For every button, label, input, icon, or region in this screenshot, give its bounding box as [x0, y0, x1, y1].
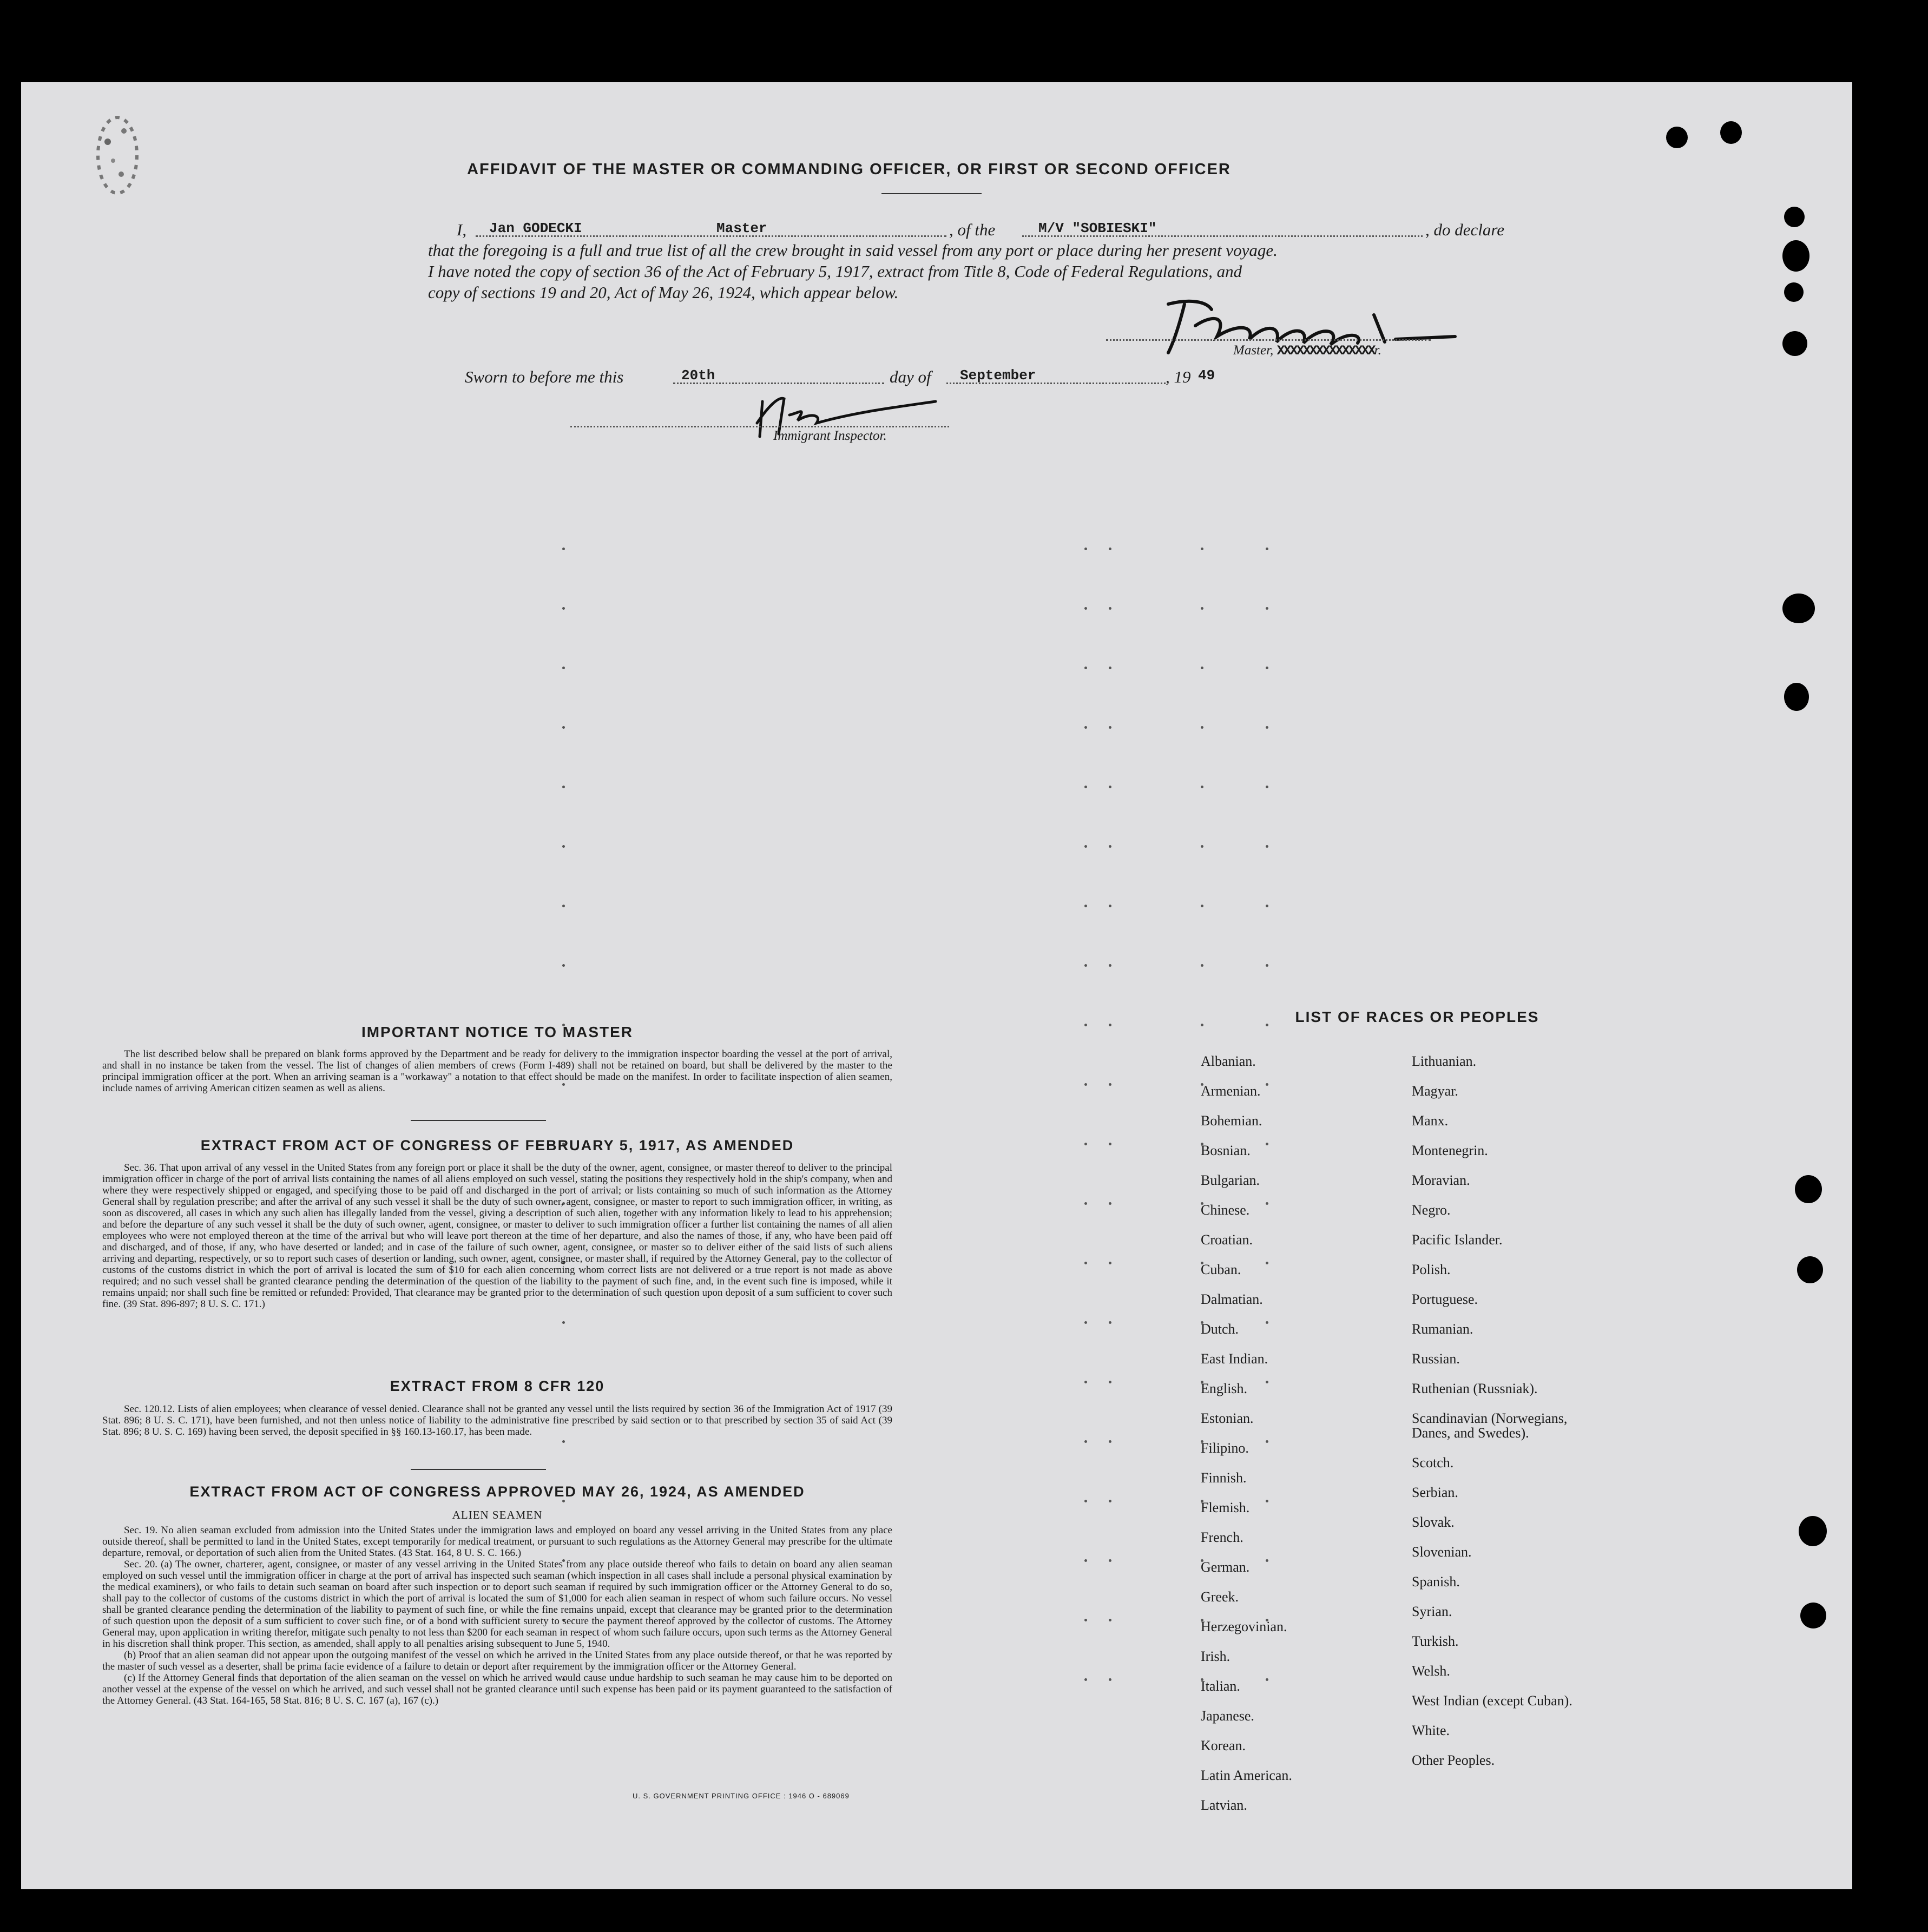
punch-hole — [1784, 207, 1805, 227]
dot-speck — [1084, 1321, 1087, 1324]
dot-speck — [1266, 845, 1268, 848]
race-item: Polish. — [1412, 1262, 1451, 1277]
dot-speck — [1201, 667, 1203, 669]
extract-1917-title: EXTRACT FROM ACT OF CONGRESS OF FEBRUARY 5, 1917, AS AMENDED — [200, 1137, 794, 1153]
dot-speck — [1109, 667, 1111, 669]
master-caption-label: Master, — [1233, 343, 1274, 358]
race-item: Spanish. — [1412, 1574, 1460, 1590]
race-item: Turkish. — [1412, 1633, 1459, 1649]
notice-paragraph: The list described below shall be prepared on blank forms approved by the Department and be ready for delivery to the immigration inspector boarding the vessel at the port of arrival, and shall in no instance be taken from the vessel. The list of changes of alien members of crews (Form I-489) shall not be retained on board, but shall be delivered by the master to the principal immigration officer at the port. When an arriving seaman is a "workaway" a notation to that effect should be made on the manifest. In order to facilitate inspection of alien seamen, include names of arriving American citizen seamen as well as aliens. — [102, 1049, 892, 1094]
race-item: Scandinavian (Norwegians, — [1412, 1410, 1568, 1426]
notice-title: IMPORTANT NOTICE TO MASTER — [361, 1024, 634, 1040]
dot-speck — [1109, 1440, 1111, 1443]
race-item: White. — [1412, 1723, 1450, 1738]
affidavit-title: AFFIDAVIT OF THE MASTER OR COMMANDING OFFICER, OR FIRST OR SECOND OFFICER — [467, 161, 1231, 178]
dot-speck — [1084, 1143, 1087, 1145]
dot-speck — [1109, 1024, 1111, 1026]
dot-speck — [1109, 1381, 1111, 1383]
dot-speck — [1084, 607, 1087, 610]
dot-speck — [1109, 905, 1111, 907]
dot-speck — [1109, 548, 1111, 550]
race-item: Bosnian. — [1201, 1143, 1251, 1158]
punch-hole — [1666, 127, 1688, 148]
race-item: Flemish. — [1201, 1500, 1250, 1515]
dot-speck — [1201, 786, 1203, 788]
sworn-text: Sworn to before me this — [465, 367, 624, 386]
dot-speck — [1109, 845, 1111, 848]
sec-19-paragraph: Sec. 19. No alien seaman excluded from admission into the United States under the immigration laws and employed on board any vessel arriving in the United States from any place outside thereof, shall be permitted to land in the United States, except temporarily for medical treatment, or pursuant to such regulations as the Attorney General may prescribe for the ultimate departure, removal, or deportation of such alien from the United States. (43 Stat. 164, 8 U. S. C. 166.) — [102, 1525, 892, 1559]
dot-speck — [562, 607, 565, 610]
sworn-day: 20th — [681, 367, 715, 384]
dot-speck — [1084, 1024, 1087, 1026]
dot-speck — [1266, 1440, 1268, 1443]
dot-speck — [1201, 607, 1203, 610]
rule-1 — [411, 1120, 546, 1121]
dot-speck — [1084, 1678, 1087, 1681]
race-item: English. — [1201, 1381, 1247, 1396]
race-item: Manx. — [1412, 1113, 1449, 1129]
day-of-text: day of — [890, 367, 931, 386]
dot-speck — [1266, 1559, 1268, 1562]
punch-hole — [1782, 594, 1815, 623]
punch-hole — [1782, 331, 1807, 356]
dot-speck — [1201, 845, 1203, 848]
race-item: German. — [1201, 1559, 1250, 1575]
extract-1917-paragraph: Sec. 36. That upon arrival of any vessel in the United States from any foreign port or place it shall be the duty of the owner, agent, consignee, or master thereof to deliver to the principal immigration officer in charge of the port of arrival lists containing the names of all aliens employed on such vessel, stating the positions they respectively hold in the ship's company, when and where they were respectively shipped or engaged, and specifying those to be paid off and discharged in the port of arrival; or lists containing so much of such information as the Attorney General shall by regulation prescribe; and after the arrival of any such vessel it shall be the duty of such owner, agent, consignee, or master to report to such immigration officer, in writing, as soon as discovered, all cases in which any such alien has illegally landed from the vessel, giving a description of such alien, together with any information likely to lead to his apprehension; and before the departure of any such vessel it shall be the duty of such owner, agent, consignee, or master to deliver to such immigration officer a further list containing the names of all alien employees who were not employed thereon at the time of the arrival but who will leave port thereon at the time of her departure, and also the names of those, if any, who have been paid off and discharged, and of those, if any, who have deserted or landed; and in case of the failure of such owner, agent, consignee, or master so to deliver either of the said lists of such aliens arriving and departing, respectively, or so to report such cases of desertion or landing, such owner, agent, consignee, or master shall, if required by the Attorney General, pay to the collector of customs of the customs district in which the port of arrival is located the sum of $10 for each alien concerning whom correct lists are not delivered or a true report is not made as above required; and no such vessel shall be granted clearance pending the determination of the question of the liability to the payment of such fine, and, in the event such fine is imposed, while it remains unpaid; nor shall such fine be remitted or refunded: Provided, That clearance may be granted prior to the determination of such question upon deposit of a sum sufficient to cover such fine. (39 Stat. 896-897; 8 U. S. C. 171.) — [102, 1162, 892, 1310]
dot-speck — [1084, 845, 1087, 848]
dot-speck — [1084, 548, 1087, 550]
dot-speck — [562, 548, 565, 550]
dot-speck — [1109, 1262, 1111, 1264]
dot-speck — [562, 905, 565, 907]
punch-hole — [1720, 121, 1742, 144]
race-item: Magyar. — [1412, 1083, 1458, 1099]
race-item: Moravian. — [1412, 1172, 1470, 1188]
punch-hole — [1784, 282, 1804, 302]
dot-speck — [1266, 1678, 1268, 1681]
affidavit-line3: I have noted the copy of section 36 of the Act of February 5, 1917, extract from Title 8, Code of Federal Regulations, and — [428, 262, 1242, 281]
do-declare-text: , do declare — [1425, 220, 1505, 239]
race-item: Russian. — [1412, 1351, 1460, 1367]
race-item: Serbian. — [1412, 1485, 1458, 1500]
form-page — [21, 82, 1852, 1889]
race-item: Armenian. — [1201, 1083, 1261, 1099]
extract-cfr-title: EXTRACT FROM 8 CFR 120 — [390, 1378, 605, 1394]
dot-speck — [1084, 964, 1087, 967]
dot-speck — [1266, 964, 1268, 967]
race-item: Filipino. — [1201, 1440, 1249, 1456]
race-item: Rumanian. — [1412, 1321, 1473, 1337]
race-item: Montenegrin. — [1412, 1143, 1488, 1158]
dot-speck — [1109, 786, 1111, 788]
race-item: Other Peoples. — [1412, 1752, 1495, 1768]
dot-speck — [1084, 1559, 1087, 1562]
dot-speck — [1266, 1202, 1268, 1205]
race-item: Cuban. — [1201, 1262, 1241, 1277]
dot-speck — [1201, 548, 1203, 550]
dot-speck — [1084, 1440, 1087, 1443]
race-item: Greek. — [1201, 1589, 1239, 1605]
dot-speck — [1109, 607, 1111, 610]
dot-speck — [1266, 607, 1268, 610]
punch-hole — [1800, 1603, 1826, 1628]
race-item: Chinese. — [1201, 1202, 1250, 1218]
dot-speck — [1266, 1500, 1268, 1502]
race-item: Italian. — [1201, 1678, 1240, 1694]
race-item: Danes, and Swedes). — [1412, 1425, 1529, 1441]
dot-speck — [1109, 1321, 1111, 1324]
dot-speck — [1109, 1678, 1111, 1681]
race-item: Japanese. — [1201, 1708, 1254, 1724]
race-item: French. — [1201, 1529, 1243, 1545]
line1-prefix: I, — [457, 220, 467, 239]
race-item: Estonian. — [1201, 1410, 1254, 1426]
printer-imprint: U. S. GOVERNMENT PRINTING OFFICE : 1946 O - 689069 — [633, 1792, 850, 1800]
notice-text — [102, 1049, 892, 1094]
extract-cfr-paragraph: Sec. 120.12. Lists of alien employees; when clearance of vessel denied. Clearance shall not be granted any vessel until the lists required by section 36 of the Immigration Act of 1917 (39 Stat. 896; 8 U. S. C. 171), have been furnished, and not then unless notice of liability to the administrative fine prescribed by said section or to that prescribed by section 35 of said Act (39 Stat. 896; 8 U. S. C. 169) having been served, the deposit specified in §§ 160.13-160.17, has been made. — [102, 1403, 892, 1438]
master-caption-end: r. — [1374, 343, 1381, 358]
race-item: Dutch. — [1201, 1321, 1239, 1337]
dot-speck — [1266, 726, 1268, 729]
punch-hole — [1784, 683, 1809, 711]
rule-2 — [411, 1469, 546, 1470]
year-suffix: 49 — [1198, 367, 1215, 384]
dot-speck — [1109, 1619, 1111, 1621]
sec-20a-paragraph: Sec. 20. (a) The owner, charterer, agent, consignee, or master of any vessel arriving in the United States from any place outside thereof who fails to detain on board any alien seaman employed on such vessel until the immigration officer in charge at the port of arrival has inspected such seaman (which inspection in all cases shall include a personal physical examination by the medical examiners), or who fails to detain such seaman on board after such inspection or to deport such seaman if required by such immigration officer or the Attorney General to do so, shall pay to the collector of customs of the customs district in which the port of arrival is located the sum of $1,000 for each alien seaman in respect of whom such failure occurs. No vessel shall be granted clearance pending the determination of the liability to payment of such fine, or while the fine remains unpaid, except that clearance may be granted prior to the determination of such question upon the deposit of a sum sufficient to cover such fine, or of a bond with sufficient surety to secure the payment thereof approved by the collector of customs. The Attorney General may, upon application in writing therefor, mitigate such penalty to not less than $200 for each seaman in respect of whom such failure occurs, upon such terms as the Attorney General in his discretion shall think proper. This section, as amended, shall apply to all penalties arising subsequent to June 5, 1940. — [102, 1559, 892, 1650]
affidavit-line2: that the foregoing is a full and true list of all the crew brought in said vessel from any port or place during her present voyage. — [428, 241, 1278, 260]
dot-speck — [1201, 726, 1203, 729]
race-item: Bulgarian. — [1201, 1172, 1260, 1188]
dot-speck — [562, 1321, 565, 1324]
dot-speck — [1201, 1024, 1203, 1026]
dot-speck — [1266, 905, 1268, 907]
race-item: Korean. — [1201, 1738, 1246, 1753]
dot-speck — [562, 964, 565, 967]
race-item: Pacific Islander. — [1412, 1232, 1503, 1248]
master-name: Jan GODECKI — [489, 220, 582, 236]
race-item: Finnish. — [1201, 1470, 1247, 1486]
year-prefix: , 19 — [1166, 367, 1191, 386]
dot-speck — [1266, 1262, 1268, 1264]
extract-1917-text — [102, 1162, 892, 1310]
dot-speck — [1109, 964, 1111, 967]
dot-speck — [1084, 667, 1087, 669]
dot-speck — [1266, 1143, 1268, 1145]
race-item: Slovenian. — [1412, 1544, 1472, 1560]
dot-speck — [1201, 905, 1203, 907]
of-the-text: , of the — [949, 220, 996, 239]
extract-1924-title: EXTRACT FROM ACT OF CONGRESS APPROVED MAY 26, 1924, AS AMENDED — [189, 1483, 805, 1500]
struck-text: XXXXXXXXXXXXXXX — [1276, 343, 1374, 359]
dot-speck — [1266, 548, 1268, 550]
dot-speck — [562, 726, 565, 729]
dot-speck — [562, 667, 565, 669]
dot-speck — [1084, 905, 1087, 907]
dot-speck — [1084, 1202, 1087, 1205]
sworn-month: September — [960, 367, 1036, 384]
dot-speck — [1266, 1083, 1268, 1086]
race-item: East Indian. — [1201, 1351, 1268, 1367]
race-item: Syrian. — [1412, 1604, 1452, 1619]
dot-speck — [1109, 1143, 1111, 1145]
race-item: Scotch. — [1412, 1455, 1454, 1471]
race-item: Croatian. — [1201, 1232, 1253, 1248]
dot-speck — [1109, 1202, 1111, 1205]
race-item: Dalmatian. — [1201, 1291, 1263, 1307]
punch-hole — [1797, 1256, 1823, 1283]
race-item: Lithuanian. — [1412, 1053, 1477, 1069]
races-title: LIST OF RACES OR PEOPLES — [1295, 1008, 1539, 1025]
dot-speck — [1266, 667, 1268, 669]
punch-hole — [1795, 1175, 1822, 1203]
dot-speck — [1084, 1500, 1087, 1502]
dot-speck — [562, 845, 565, 848]
race-item: Bohemian. — [1201, 1113, 1262, 1129]
dot-speck — [562, 1440, 565, 1443]
race-item: Latin American. — [1201, 1768, 1292, 1783]
dot-speck — [1084, 1262, 1087, 1264]
race-item: Albanian. — [1201, 1053, 1256, 1069]
dot-speck — [1109, 726, 1111, 729]
race-item: Negro. — [1412, 1202, 1451, 1218]
extract-cfr-text — [102, 1403, 892, 1438]
dot-speck — [1084, 726, 1087, 729]
race-item: Latvian. — [1201, 1797, 1247, 1813]
punch-hole — [1799, 1516, 1827, 1546]
dot-speck — [562, 786, 565, 788]
sec-20b-paragraph: (b) Proof that an alien seaman did not appear upon the outgoing manifest of the vessel on which he arrived in the United States from any place outside thereof, or that he was reported by the master of such vessel as a deserter, shall be prima facie evidence of a failure to detain or deport after requirement by the immigration officer or the Attorney General. — [102, 1650, 892, 1672]
dot-speck — [1109, 1500, 1111, 1502]
dot-speck — [1109, 1083, 1111, 1086]
dot-speck — [1084, 1083, 1087, 1086]
race-item: Portuguese. — [1412, 1291, 1478, 1307]
dot-speck — [1266, 786, 1268, 788]
race-item: Slovak. — [1412, 1514, 1455, 1530]
dot-speck — [1084, 1381, 1087, 1383]
sec-20c-paragraph: (c) If the Attorney General finds that deportation of the alien seaman on the vessel on which he arrived would cause undue hardship to such seaman he may cause him to be deported on another vessel at the expense of the vessel on which he arrived, and such vessel shall not be granted clearance until such expense has been paid or its payment guaranteed to the satisfaction of the Attorney General. (43 Stat. 164-165, 58 Stat. 816; 8 U. S. C. 167 (a), 167 (c).) — [102, 1672, 892, 1706]
race-item: West Indian (except Cuban). — [1412, 1693, 1572, 1709]
dot-speck — [1084, 1619, 1087, 1621]
dot-speck — [1109, 1559, 1111, 1562]
rank-filled: Master — [716, 220, 767, 236]
race-item: Herzegovinian. — [1201, 1619, 1287, 1634]
vessel-name: M/V "SOBIESKI" — [1038, 220, 1157, 236]
extract-1924-text — [102, 1525, 892, 1706]
race-item: Ruthenian (Russniak). — [1412, 1381, 1538, 1396]
dot-speck — [1201, 964, 1203, 967]
dot-speck — [1084, 786, 1087, 788]
race-item: Irish. — [1201, 1649, 1231, 1664]
alien-seamen-subtitle: ALIEN SEAMEN — [452, 1508, 543, 1521]
dot-speck — [1266, 1321, 1268, 1324]
punch-hole — [1782, 240, 1809, 272]
affidavit-line4: copy of sections 19 and 20, Act of May 26, 1924, which appear below. — [428, 283, 899, 302]
dot-speck — [1266, 1381, 1268, 1383]
inspector-caption: Immigrant Inspector. — [773, 428, 887, 443]
race-item: Welsh. — [1412, 1663, 1450, 1679]
